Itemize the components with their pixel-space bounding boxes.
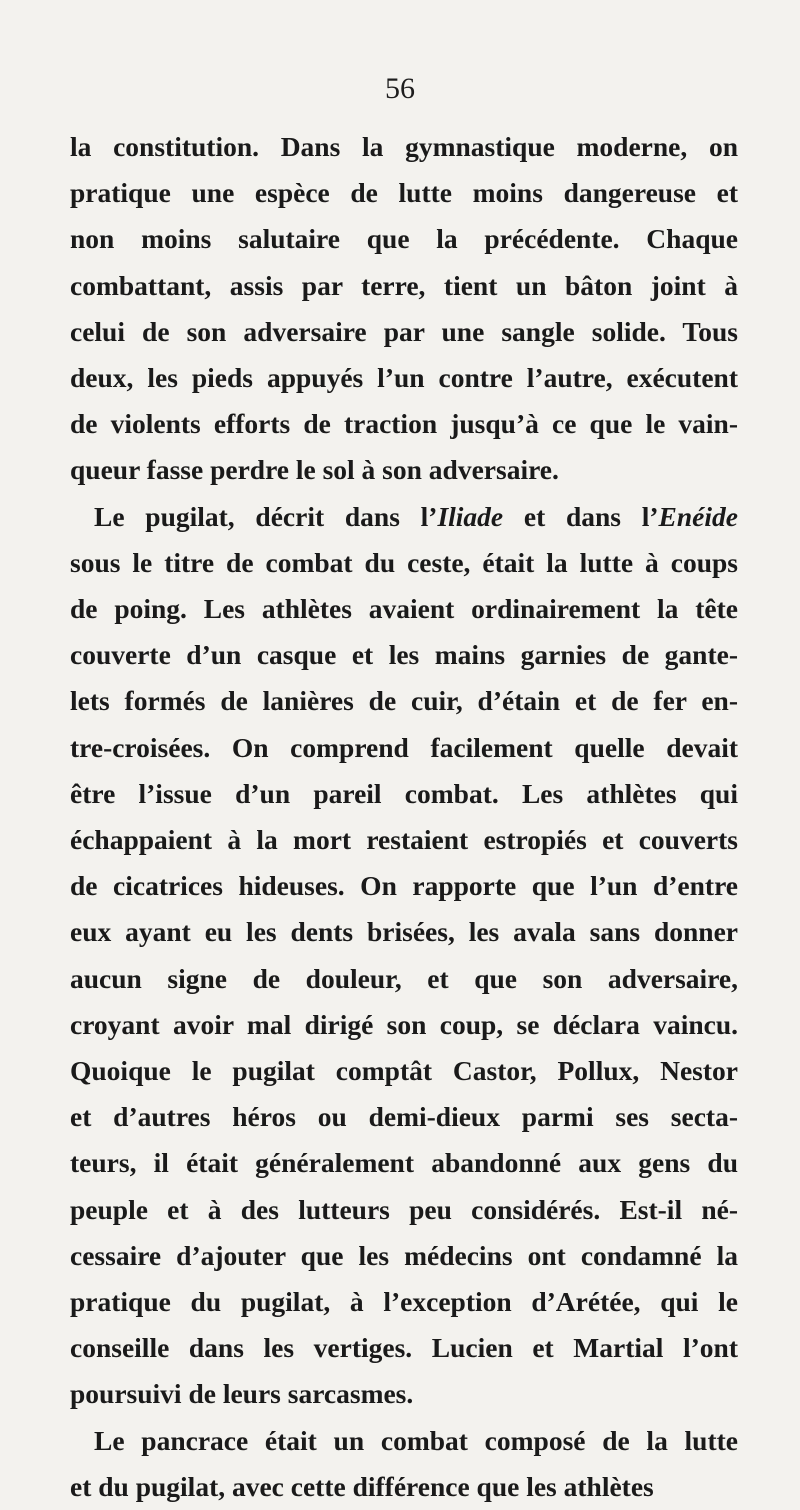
- text-line: [70, 863, 738, 909]
- text-line: [70, 1325, 738, 1371]
- text-line: [70, 1371, 738, 1417]
- text-line: [70, 632, 738, 678]
- text-line: [70, 1140, 738, 1186]
- text-line: [70, 309, 738, 355]
- text-line: [70, 1187, 738, 1233]
- body-text: [70, 124, 738, 1510]
- text-segment: Le pancrace était un combat composé de la lutte: [94, 1424, 738, 1456]
- text-segment: de violents efforts de traction jusqu’à ce que le vain-: [70, 408, 738, 440]
- text-line: [70, 170, 738, 216]
- text-line: [70, 725, 738, 771]
- text-segment: non moins salutaire que la précédente. Chaque: [70, 223, 738, 255]
- text-segment: sous le titre de combat du ceste, était la lutte à coups: [70, 546, 738, 578]
- text-line: [70, 355, 738, 401]
- text-line: [70, 494, 738, 540]
- text-segment: Quoique le pugilat comptât Castor, Pollux, Nestor: [70, 1055, 738, 1087]
- text-line: [70, 1048, 738, 1094]
- text-segment: deux, les pieds appuyés l’un contre l’autre, exécutent: [70, 362, 738, 394]
- text-line: [70, 1464, 738, 1510]
- text-line: [70, 1002, 738, 1048]
- text-segment: teurs, il était généralement abandonné aux gens du: [70, 1147, 738, 1179]
- text-segment: celui de son adversaire par une sangle solide. Tous: [70, 315, 738, 347]
- text-segment: être l’issue d’un pareil combat. Les athlètes qui: [70, 777, 738, 809]
- text-segment: et dans l’: [503, 500, 659, 532]
- text-line: [70, 216, 738, 262]
- text-line: [70, 263, 738, 309]
- text-segment: peuple et à des lutteurs peu considérés. Est-il né-: [70, 1193, 738, 1225]
- text-line: [70, 1418, 738, 1464]
- text-segment: pratique du pugilat, à l’exception d’Arétée, qui le: [70, 1286, 738, 1318]
- text-segment: et du pugilat, avec cette différence que les athlètes: [70, 1470, 654, 1502]
- text-line: [70, 771, 738, 817]
- text-line: [70, 124, 738, 170]
- text-segment: eux ayant eu les dents brisées, les avala sans donner: [70, 916, 738, 948]
- text-segment: Iliade: [437, 500, 504, 532]
- text-segment: poursuivi de leurs sarcasmes.: [70, 1378, 414, 1410]
- text-segment: cessaire d’ajouter que les médecins ont condamné la: [70, 1239, 738, 1271]
- text-segment: aucun signe de douleur, et que son adversaire,: [70, 962, 738, 994]
- text-segment: et d’autres héros ou demi-dieux parmi ses secta-: [70, 1101, 738, 1133]
- page-number: 56: [385, 72, 415, 105]
- text-segment: couverte d’un casque et les mains garnies de gante-: [70, 639, 738, 671]
- text-line: [70, 956, 738, 1002]
- text-segment: tre-croisées. On comprend facilement quelle devait: [70, 731, 738, 763]
- text-segment: Le pugilat, décrit dans l’: [94, 500, 438, 532]
- text-segment: pratique une espèce de lutte moins dangereuse et: [70, 177, 738, 209]
- text-segment: de cicatrices hideuses. On rapporte que l’un d’entre: [70, 870, 738, 902]
- text-line: [70, 1094, 738, 1140]
- text-segment: combattant, assis par terre, tient un bâton joint à: [70, 269, 738, 301]
- text-segment: queur fasse perdre le sol à son adversaire.: [70, 454, 559, 486]
- text-line: [70, 540, 738, 586]
- text-line: [70, 586, 738, 632]
- text-segment: Enéide: [658, 500, 738, 532]
- text-segment: de poing. Les athlètes avaient ordinairement la tête: [70, 593, 738, 625]
- text-segment: échappaient à la mort restaient estropiés et couverts: [70, 824, 738, 856]
- text-line: [70, 678, 738, 724]
- text-line: [70, 401, 738, 447]
- text-line: [70, 1279, 738, 1325]
- text-segment: croyant avoir mal dirigé son coup, se déclara vaincu.: [70, 1008, 738, 1040]
- text-line: [70, 447, 738, 493]
- text-segment: conseille dans les vertiges. Lucien et Martial l’ont: [70, 1332, 738, 1364]
- text-line: [70, 1233, 738, 1279]
- text-line: [70, 817, 738, 863]
- text-line: [70, 909, 738, 955]
- text-segment: la constitution. Dans la gymnastique moderne, on: [70, 131, 738, 162]
- text-segment: lets formés de lanières de cuir, d’étain et de fer en-: [70, 685, 738, 717]
